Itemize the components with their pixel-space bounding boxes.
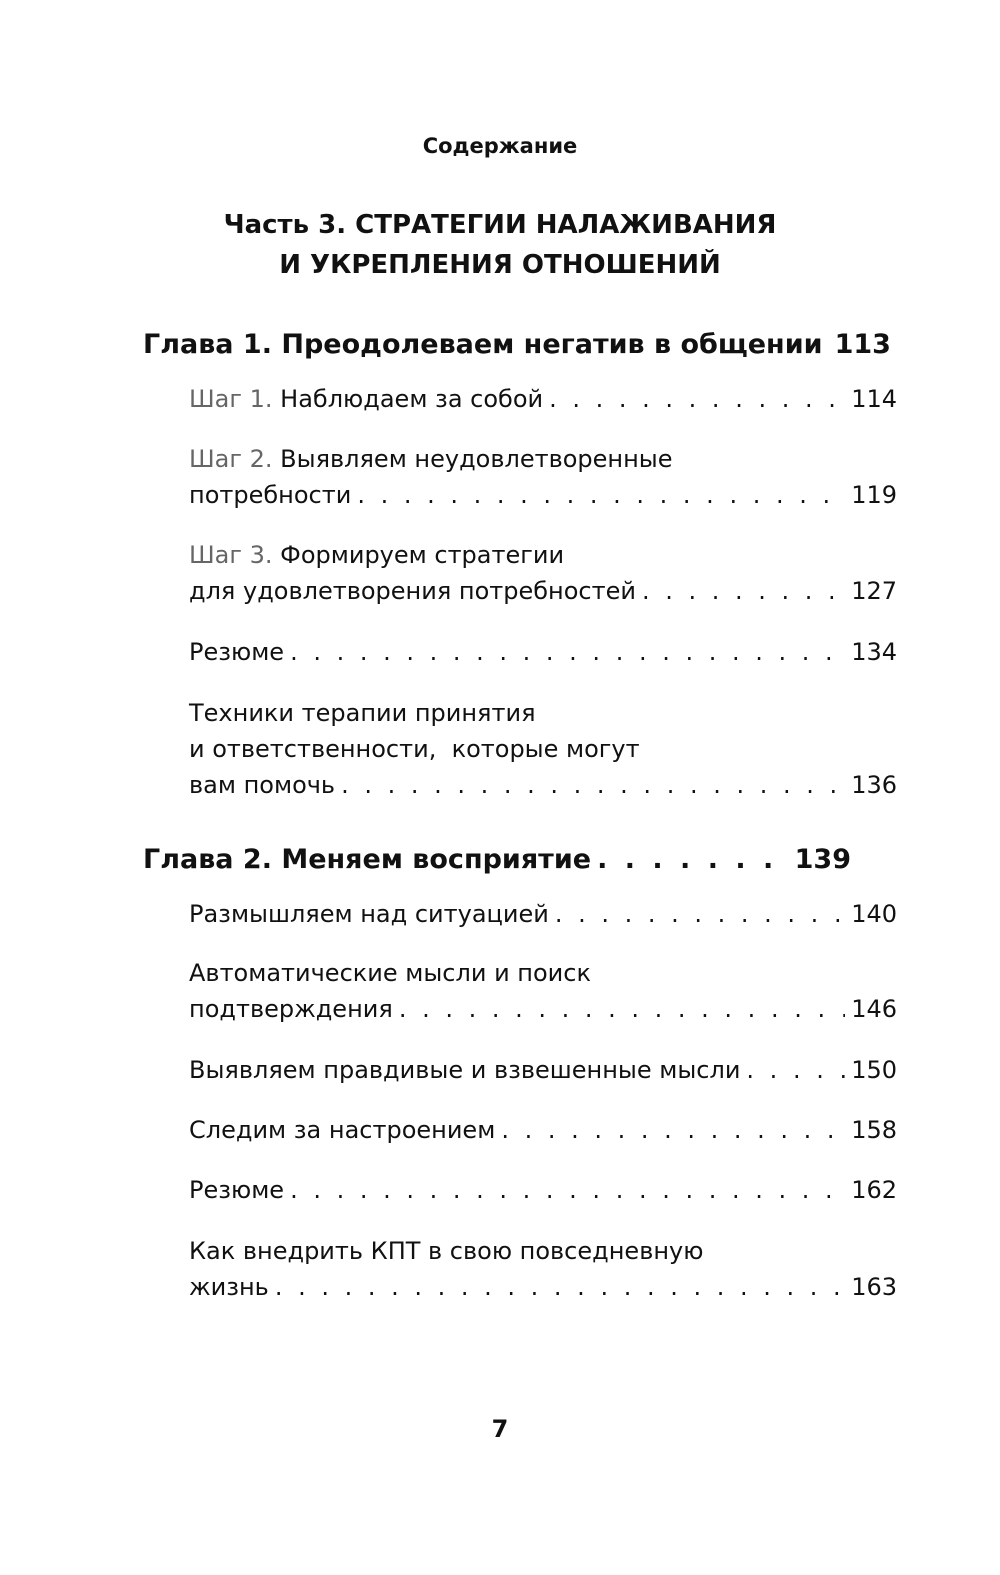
toc-entry <box>143 695 897 803</box>
entry-page: 134 <box>851 638 897 666</box>
entry-text: жизнь <box>189 1273 269 1301</box>
chapter-heading <box>143 325 891 365</box>
entry-page: 158 <box>851 1116 897 1144</box>
toc-entry <box>143 955 897 1027</box>
toc-entry <box>143 537 897 609</box>
toc-chapter-1 <box>143 325 891 365</box>
step-label: Шаг 1. <box>189 385 273 413</box>
entry-text: Техники терапии принятия <box>189 699 536 727</box>
toc-entry <box>143 634 897 670</box>
chapter-page: 139 <box>794 844 851 875</box>
part-title-line-2: И УКРЕПЛЕНИЯ ОТНОШЕНИЙ <box>279 250 721 280</box>
entry-text: Выявляем правдивые и взвешенные мысли <box>189 1056 741 1084</box>
step-label: Шаг 2. <box>189 445 273 473</box>
page-number: 7 <box>491 1415 509 1443</box>
step-label: Шаг 3. <box>189 541 273 569</box>
dot-leader <box>290 634 845 670</box>
entry-text: вам помочь <box>189 771 336 799</box>
toc-entry <box>143 1233 897 1305</box>
dot-leader <box>357 477 845 513</box>
toc-entry <box>143 1052 897 1088</box>
entry-text: подтверждения <box>189 995 393 1023</box>
chapter-title: Глава 2. Меняем восприятие <box>143 844 592 875</box>
entry-text: Размышляем над ситуацией <box>189 900 549 928</box>
chapter-heading <box>143 840 851 880</box>
running-head: Содержание <box>422 134 578 158</box>
dot-leader <box>501 1112 845 1148</box>
entry-page: 119 <box>851 481 897 509</box>
entry-text: Как внедрить КПТ в свою повседневную <box>189 1237 704 1265</box>
entry-text: Резюме <box>189 638 285 666</box>
entry-page: 114 <box>851 385 897 413</box>
entry-text: Автоматические мысли и поиск <box>189 959 591 987</box>
toc-entry <box>143 896 897 932</box>
entry-text: Выявляем неудовлетворенные <box>280 445 673 473</box>
entry-text: для удовлетворения потребностей <box>189 577 636 605</box>
dot-leader <box>555 896 845 932</box>
entry-page: 150 <box>851 1056 897 1084</box>
entry-text: потребности <box>189 481 352 509</box>
part-title-line-1: Часть 3. СТРАТЕГИИ НАЛАЖИВАНИЯ <box>223 210 777 240</box>
toc-chapter-2 <box>143 840 851 880</box>
toc-entry <box>143 441 897 513</box>
toc-entry <box>143 1172 897 1208</box>
dot-leader <box>275 1269 845 1305</box>
toc-entry <box>143 381 897 417</box>
dot-leader <box>290 1172 845 1208</box>
dot-leader <box>597 840 789 880</box>
entry-text: Формируем стратегии <box>280 541 565 569</box>
dot-leader <box>399 991 845 1027</box>
entry-page: 146 <box>851 995 897 1023</box>
dot-leader <box>341 767 845 803</box>
entry-text: Следим за настроением <box>189 1116 496 1144</box>
entry-page: 162 <box>851 1176 897 1204</box>
entry-page: 136 <box>851 771 897 799</box>
entry-page: 163 <box>851 1273 897 1301</box>
entry-page: 127 <box>851 577 897 605</box>
chapter-title: Глава 1. Преодолеваем негатив в общении <box>143 329 823 360</box>
entry-text: Резюме <box>189 1176 285 1204</box>
entry-text: Наблюдаем за собой <box>280 385 544 413</box>
entry-page: 140 <box>851 900 897 928</box>
chapter-page: 113 <box>834 329 891 360</box>
dot-leader <box>549 381 845 417</box>
part-title <box>0 205 1000 285</box>
dot-leader <box>642 573 845 609</box>
dot-leader <box>746 1052 845 1088</box>
entry-text: и ответственности, которые могут <box>189 735 640 763</box>
toc-entry <box>143 1112 897 1148</box>
